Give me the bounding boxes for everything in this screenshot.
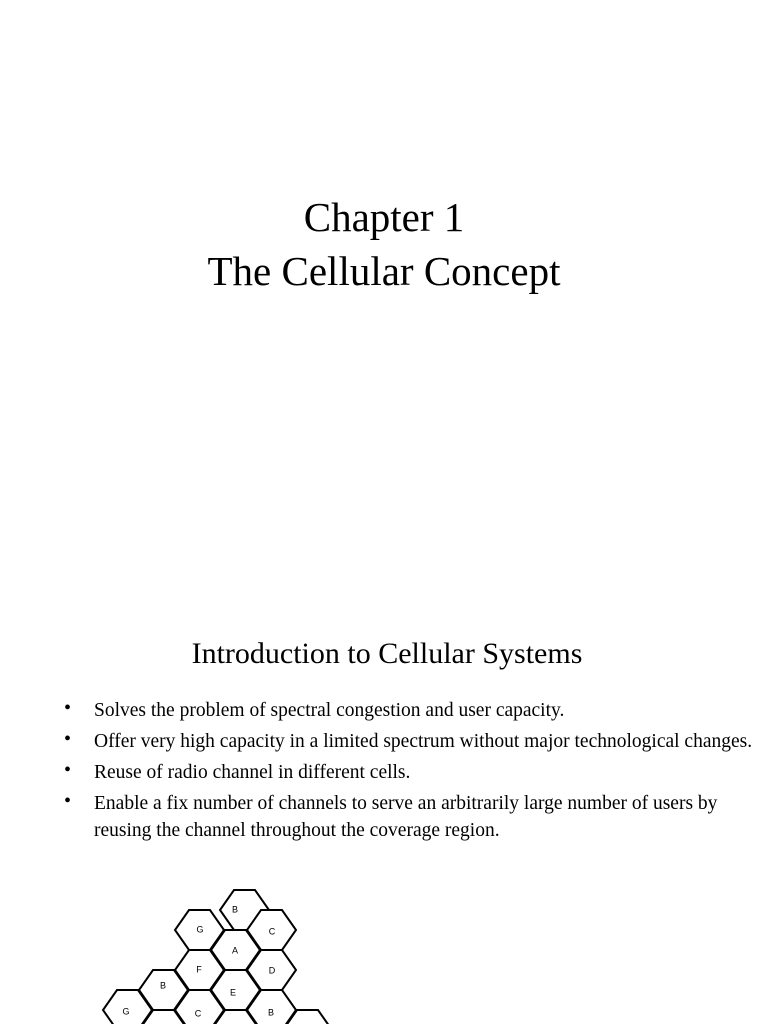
- hex-cell-label: C: [268, 926, 276, 937]
- hex-cell-label: C: [194, 1008, 202, 1019]
- hex-cell-label: E: [229, 987, 237, 998]
- bullet-item: [60, 728, 760, 755]
- bullet-text: Solves the problem of spectral congestion and user capacity.: [94, 700, 565, 721]
- hex-cell-label: B: [231, 904, 239, 915]
- hex-cell-label: G: [122, 1006, 130, 1017]
- slide-title: [0, 190, 768, 298]
- chapter-number: Chapter 1: [303, 194, 465, 240]
- bullet-item: [60, 697, 760, 724]
- bullet-icon: •: [64, 728, 72, 750]
- chapter-title: The Cellular Concept: [207, 248, 561, 294]
- hex-cell-label: A: [231, 945, 239, 956]
- bullet-text: Offer very high capacity in a limited spectrum without major technological changes.: [94, 731, 753, 752]
- hex-cell-label: F: [196, 964, 202, 975]
- hex-cell-label: G: [196, 924, 204, 935]
- hex-cell-label: B: [159, 980, 167, 991]
- bullet-icon: •: [64, 697, 72, 719]
- bullet-list: [60, 697, 760, 848]
- bullet-item: [60, 790, 760, 844]
- hex-cell-diagram: [85, 878, 375, 1024]
- bullet-text: Enable a fix number of channels to serve an arbitrarily large number of users by reusing the channel throughout the coverage region.: [94, 793, 718, 841]
- bullet-icon: •: [64, 759, 72, 781]
- hex-cell-label: B: [267, 1007, 275, 1018]
- bullet-item: [60, 759, 760, 786]
- section-heading: Introduction to Cellular Systems: [191, 637, 583, 670]
- bullet-icon: •: [64, 790, 72, 812]
- hex-cell-label: D: [268, 965, 276, 976]
- bullet-text: Reuse of radio channel in different cells.: [94, 762, 411, 783]
